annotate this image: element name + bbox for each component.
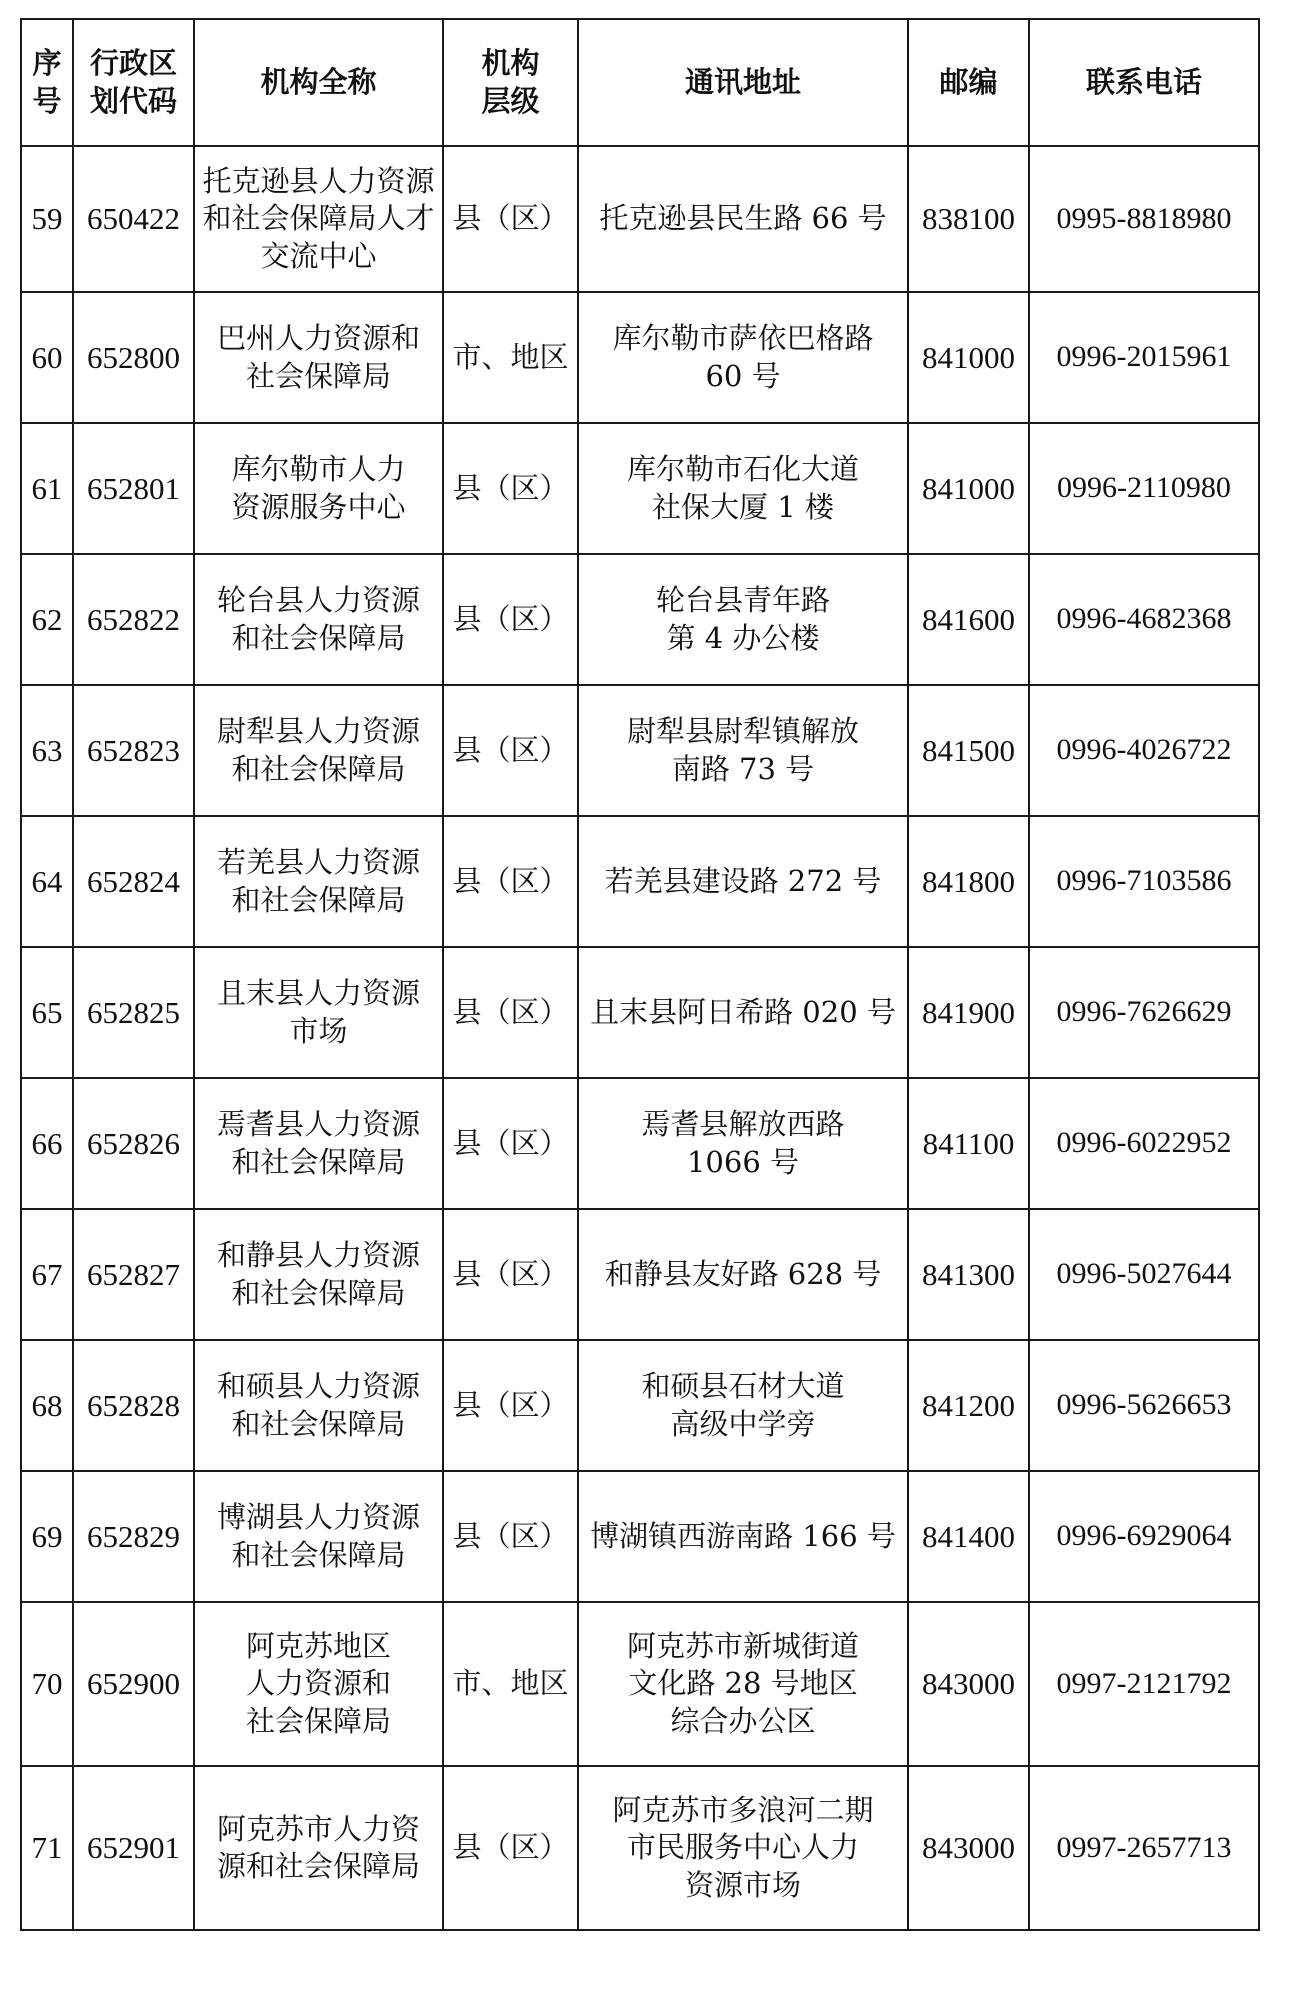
cell-address: 轮台县青年路 第 4 办公楼 bbox=[578, 554, 908, 685]
header-level: 机构 层级 bbox=[443, 19, 578, 146]
cell-seq: 70 bbox=[21, 1602, 73, 1766]
header-zip: 邮编 bbox=[908, 19, 1029, 146]
cell-code: 652828 bbox=[73, 1340, 194, 1471]
cell-address: 库尔勒市萨依巴格路 60 号 bbox=[578, 292, 908, 423]
cell-seq: 66 bbox=[21, 1078, 73, 1209]
cell-code: 652823 bbox=[73, 685, 194, 816]
cell-address: 和静县友好路 628 号 bbox=[578, 1209, 908, 1340]
cell-zip: 843000 bbox=[908, 1766, 1029, 1930]
cell-name: 且末县人力资源 市场 bbox=[194, 947, 443, 1078]
cell-address: 博湖镇西游南路 166 号 bbox=[578, 1471, 908, 1602]
cell-level: 县（区） bbox=[443, 146, 578, 292]
table-row bbox=[21, 685, 1259, 816]
cell-address: 阿克苏市新城街道 文化路 28 号地区 综合办公区 bbox=[578, 1602, 908, 1766]
header-name: 机构全称 bbox=[194, 19, 443, 146]
cell-seq: 59 bbox=[21, 146, 73, 292]
cell-address: 托克逊县民生路 66 号 bbox=[578, 146, 908, 292]
cell-code: 652822 bbox=[73, 554, 194, 685]
cell-level: 县（区） bbox=[443, 685, 578, 816]
cell-zip: 841000 bbox=[908, 423, 1029, 554]
cell-code: 652801 bbox=[73, 423, 194, 554]
cell-seq: 60 bbox=[21, 292, 73, 423]
cell-phone: 0996-6022952 bbox=[1029, 1078, 1259, 1209]
cell-name: 阿克苏地区 人力资源和 社会保障局 bbox=[194, 1602, 443, 1766]
cell-address: 尉犁县尉犁镇解放 南路 73 号 bbox=[578, 685, 908, 816]
cell-level: 县（区） bbox=[443, 1078, 578, 1209]
cell-zip: 841200 bbox=[908, 1340, 1029, 1471]
cell-code: 652900 bbox=[73, 1602, 194, 1766]
cell-seq: 62 bbox=[21, 554, 73, 685]
cell-phone: 0996-6929064 bbox=[1029, 1471, 1259, 1602]
cell-seq: 67 bbox=[21, 1209, 73, 1340]
cell-code: 652901 bbox=[73, 1766, 194, 1930]
table-row bbox=[21, 1209, 1259, 1340]
cell-code: 652824 bbox=[73, 816, 194, 947]
table-row bbox=[21, 1078, 1259, 1209]
cell-code: 652800 bbox=[73, 292, 194, 423]
cell-code: 652825 bbox=[73, 947, 194, 1078]
cell-seq: 65 bbox=[21, 947, 73, 1078]
cell-phone: 0996-5626653 bbox=[1029, 1340, 1259, 1471]
cell-name: 库尔勒市人力 资源服务中心 bbox=[194, 423, 443, 554]
cell-zip: 838100 bbox=[908, 146, 1029, 292]
table-row bbox=[21, 1602, 1259, 1766]
cell-zip: 841600 bbox=[908, 554, 1029, 685]
cell-name: 焉耆县人力资源 和社会保障局 bbox=[194, 1078, 443, 1209]
cell-name: 轮台县人力资源 和社会保障局 bbox=[194, 554, 443, 685]
table-row bbox=[21, 423, 1259, 554]
cell-name: 尉犁县人力资源 和社会保障局 bbox=[194, 685, 443, 816]
header-phone: 联系电话 bbox=[1029, 19, 1259, 146]
cell-name: 托克逊县人力资源和社会保障局人才交流中心 bbox=[194, 146, 443, 292]
cell-level: 县（区） bbox=[443, 1209, 578, 1340]
agency-table bbox=[20, 18, 1260, 1931]
cell-code: 650422 bbox=[73, 146, 194, 292]
cell-name: 阿克苏市人力资 源和社会保障局 bbox=[194, 1766, 443, 1930]
table-row bbox=[21, 554, 1259, 685]
cell-level: 县（区） bbox=[443, 423, 578, 554]
header-seq: 序 号 bbox=[21, 19, 73, 146]
cell-seq: 64 bbox=[21, 816, 73, 947]
cell-level: 县（区） bbox=[443, 947, 578, 1078]
cell-zip: 843000 bbox=[908, 1602, 1029, 1766]
cell-seq: 71 bbox=[21, 1766, 73, 1930]
cell-address: 和硕县石材大道 高级中学旁 bbox=[578, 1340, 908, 1471]
cell-name: 巴州人力资源和 社会保障局 bbox=[194, 292, 443, 423]
cell-address: 且末县阿日希路 020 号 bbox=[578, 947, 908, 1078]
cell-seq: 68 bbox=[21, 1340, 73, 1471]
cell-zip: 841400 bbox=[908, 1471, 1029, 1602]
cell-name: 博湖县人力资源 和社会保障局 bbox=[194, 1471, 443, 1602]
cell-phone: 0996-4682368 bbox=[1029, 554, 1259, 685]
cell-zip: 841500 bbox=[908, 685, 1029, 816]
cell-code: 652826 bbox=[73, 1078, 194, 1209]
cell-address: 库尔勒市石化大道 社保大厦 1 楼 bbox=[578, 423, 908, 554]
cell-level: 县（区） bbox=[443, 1340, 578, 1471]
cell-address: 阿克苏市多浪河二期 市民服务中心人力 资源市场 bbox=[578, 1766, 908, 1930]
cell-level: 市、地区 bbox=[443, 292, 578, 423]
cell-name: 若羌县人力资源 和社会保障局 bbox=[194, 816, 443, 947]
cell-level: 县（区） bbox=[443, 1766, 578, 1930]
cell-name: 和硕县人力资源 和社会保障局 bbox=[194, 1340, 443, 1471]
cell-phone: 0996-2110980 bbox=[1029, 423, 1259, 554]
cell-address: 焉耆县解放西路 1066 号 bbox=[578, 1078, 908, 1209]
cell-phone: 0996-2015961 bbox=[1029, 292, 1259, 423]
cell-zip: 841000 bbox=[908, 292, 1029, 423]
cell-phone: 0995-8818980 bbox=[1029, 146, 1259, 292]
table-row bbox=[21, 1471, 1259, 1602]
cell-seq: 61 bbox=[21, 423, 73, 554]
table-row bbox=[21, 1766, 1259, 1930]
cell-level: 县（区） bbox=[443, 1471, 578, 1602]
cell-code: 652827 bbox=[73, 1209, 194, 1340]
cell-zip: 841100 bbox=[908, 1078, 1029, 1209]
cell-level: 县（区） bbox=[443, 816, 578, 947]
cell-zip: 841900 bbox=[908, 947, 1029, 1078]
cell-code: 652829 bbox=[73, 1471, 194, 1602]
table-row bbox=[21, 292, 1259, 423]
cell-level: 市、地区 bbox=[443, 1602, 578, 1766]
cell-phone: 0996-4026722 bbox=[1029, 685, 1259, 816]
cell-zip: 841300 bbox=[908, 1209, 1029, 1340]
cell-phone: 0997-2121792 bbox=[1029, 1602, 1259, 1766]
cell-seq: 69 bbox=[21, 1471, 73, 1602]
table-row bbox=[21, 947, 1259, 1078]
cell-name: 和静县人力资源 和社会保障局 bbox=[194, 1209, 443, 1340]
cell-phone: 0997-2657713 bbox=[1029, 1766, 1259, 1930]
header-row bbox=[21, 19, 1259, 146]
cell-phone: 0996-7626629 bbox=[1029, 947, 1259, 1078]
cell-address: 若羌县建设路 272 号 bbox=[578, 816, 908, 947]
cell-level: 县（区） bbox=[443, 554, 578, 685]
cell-zip: 841800 bbox=[908, 816, 1029, 947]
table-row bbox=[21, 1340, 1259, 1471]
header-code: 行政区 划代码 bbox=[73, 19, 194, 146]
cell-phone: 0996-7103586 bbox=[1029, 816, 1259, 947]
cell-phone: 0996-5027644 bbox=[1029, 1209, 1259, 1340]
cell-seq: 63 bbox=[21, 685, 73, 816]
header-address: 通讯地址 bbox=[578, 19, 908, 146]
table-row bbox=[21, 146, 1259, 292]
table-row bbox=[21, 816, 1259, 947]
